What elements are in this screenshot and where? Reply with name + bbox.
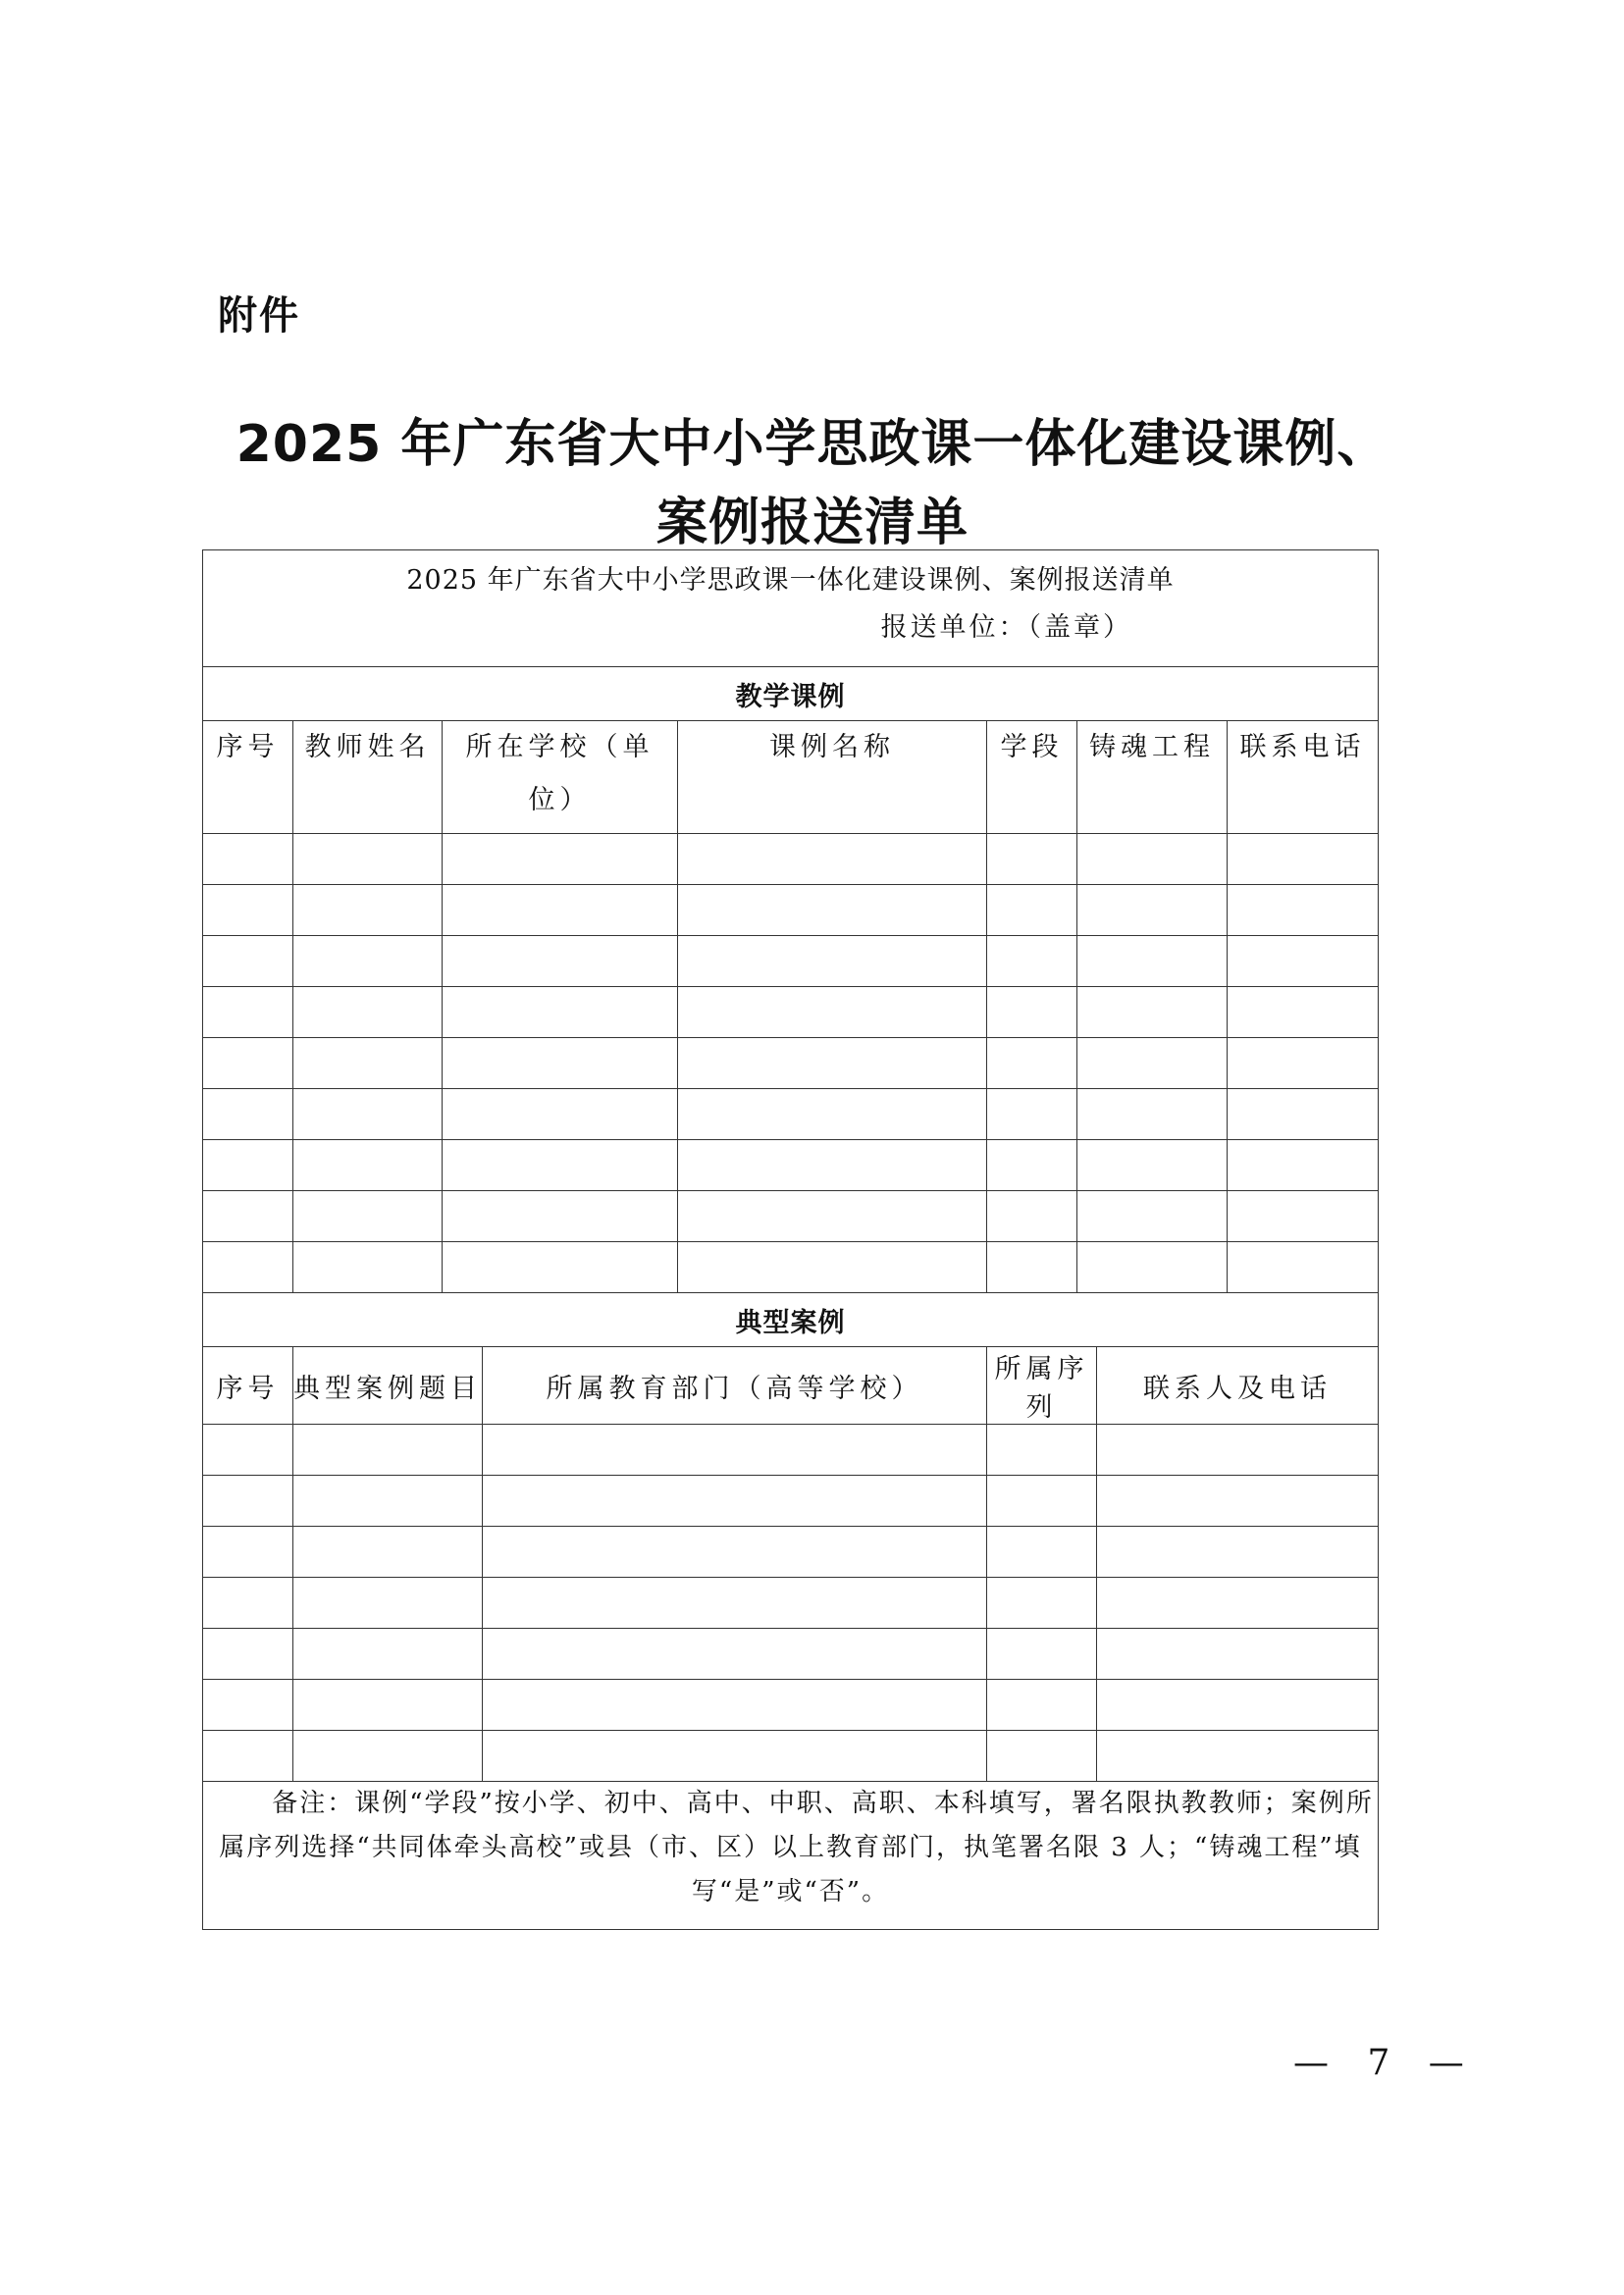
table-row [203,1476,1379,1527]
table-row [203,1425,1379,1476]
table-row [203,1578,1379,1629]
case-input-cell[interactable] [203,1578,293,1629]
table-row [203,885,1379,936]
case-input-cell[interactable] [203,1680,293,1731]
lesson-input-cell[interactable] [443,936,678,987]
table-row [203,1038,1379,1089]
lesson-input-cell[interactable] [1077,1191,1228,1242]
lesson-input-cell[interactable] [443,834,678,885]
case-input-cell[interactable] [987,1425,1097,1476]
form-note [203,1782,1379,1930]
lesson-input-cell[interactable] [293,834,443,885]
lesson-input-cell[interactable] [678,834,987,885]
cases-section-title: 典型案例 [203,1293,1379,1347]
lesson-input-cell[interactable] [203,1038,293,1089]
case-input-cell[interactable] [293,1731,483,1782]
lesson-input-cell[interactable] [443,987,678,1038]
lesson-input-cell[interactable] [678,885,987,936]
case-input-cell[interactable] [293,1476,483,1527]
table-row [203,1527,1379,1578]
case-input-cell[interactable] [483,1476,987,1527]
case-input-cell[interactable] [293,1527,483,1578]
lessons-section-title: 教学课例 [203,667,1379,721]
lesson-input-cell[interactable] [293,885,443,936]
lesson-input-cell[interactable] [987,936,1077,987]
lesson-input-cell[interactable] [203,987,293,1038]
table-row [203,834,1379,885]
lesson-input-cell[interactable] [293,1242,443,1293]
lesson-input-cell[interactable] [678,936,987,987]
lesson-input-cell[interactable] [203,1242,293,1293]
lesson-input-cell[interactable] [1228,885,1379,936]
lesson-input-cell[interactable] [443,885,678,936]
lesson-input-cell[interactable] [293,936,443,987]
case-input-cell[interactable] [203,1425,293,1476]
lessons-header-cell: 序号 [203,721,293,834]
case-input-cell[interactable] [987,1731,1097,1782]
case-input-cell[interactable] [293,1629,483,1680]
lesson-input-cell[interactable] [678,1242,987,1293]
case-input-cell[interactable] [203,1731,293,1782]
lessons-header-cell: 课例名称 [678,721,987,834]
lesson-input-cell[interactable] [987,885,1077,936]
lesson-input-cell[interactable] [987,1242,1077,1293]
lessons-blank-rows [203,834,1379,1293]
lesson-input-cell[interactable] [443,1242,678,1293]
lesson-input-cell[interactable] [443,1038,678,1089]
form-banner-title: 2025 年广东省大中小学思政课一体化建设课例、案例报送清单 [406,565,1175,596]
lesson-input-cell[interactable] [678,987,987,1038]
lesson-input-cell[interactable] [1077,1089,1228,1140]
lesson-input-cell[interactable] [987,1140,1077,1191]
table-row [203,1242,1379,1293]
lesson-input-cell[interactable] [1228,1242,1379,1293]
page-number: — 7 — [1293,2043,1478,2083]
lesson-input-cell[interactable] [443,1191,678,1242]
form-note-text: 备注：课例“学段”按小学、初中、高中、中职、高职、本科填写，署名限执教教师；案例所属序列选择“共同体牵头高校”或县（市、区）以上教育部门，执笔署名限 3 人；“铸魂工程”填写“是”或“否”。 [219,1789,1374,1906]
lesson-input-cell[interactable] [987,834,1077,885]
table-row [203,1680,1379,1731]
lesson-input-cell[interactable] [1077,936,1228,987]
lesson-input-cell[interactable] [293,1089,443,1140]
lesson-input-cell[interactable] [1228,834,1379,885]
case-input-cell[interactable] [293,1425,483,1476]
lesson-input-cell[interactable] [1077,1140,1228,1191]
lesson-input-cell[interactable] [443,1140,678,1191]
case-input-cell[interactable] [483,1527,987,1578]
lesson-input-cell[interactable] [1228,936,1379,987]
table-row [203,1629,1379,1680]
lesson-input-cell[interactable] [203,834,293,885]
case-input-cell[interactable] [293,1578,483,1629]
lesson-input-cell[interactable] [1077,885,1228,936]
lessons-header-cell: 铸魂工程 [1077,721,1228,834]
case-input-cell[interactable] [1097,1731,1379,1782]
document-title-line-1: 2025 年广东省大中小学思政课一体化建设课例、 [236,415,1389,474]
cases-blank-rows [203,1425,1379,1782]
cases-header-cell: 所属序列 [987,1347,1097,1425]
lesson-input-cell[interactable] [1228,1089,1379,1140]
lesson-input-cell[interactable] [678,1038,987,1089]
case-input-cell[interactable] [483,1680,987,1731]
lesson-input-cell[interactable] [203,936,293,987]
case-input-cell[interactable] [1097,1629,1379,1680]
lesson-input-cell[interactable] [987,1191,1077,1242]
case-input-cell[interactable] [987,1578,1097,1629]
lesson-input-cell[interactable] [203,885,293,936]
lesson-input-cell[interactable] [678,1191,987,1242]
lesson-input-cell[interactable] [1077,1038,1228,1089]
lesson-input-cell[interactable] [1077,987,1228,1038]
document-title-line-2: 案例报送清单 [655,494,969,552]
lessons-header-cell: 联系电话 [1228,721,1379,834]
lesson-input-cell[interactable] [443,1089,678,1140]
lesson-input-cell[interactable] [203,1089,293,1140]
cases-header-cell: 联系人及电话 [1097,1347,1379,1425]
lesson-input-cell[interactable] [987,1089,1077,1140]
submission-form-table [202,549,1379,1930]
lesson-input-cell[interactable] [203,1191,293,1242]
case-input-cell[interactable] [483,1731,987,1782]
lesson-input-cell[interactable] [293,1191,443,1242]
case-input-cell[interactable] [483,1425,987,1476]
case-input-cell[interactable] [293,1680,483,1731]
case-input-cell[interactable] [203,1527,293,1578]
lesson-input-cell[interactable] [203,1140,293,1191]
lesson-input-cell[interactable] [293,1140,443,1191]
case-input-cell[interactable] [483,1629,987,1680]
case-input-cell[interactable] [1097,1680,1379,1731]
table-row [203,987,1379,1038]
case-input-cell[interactable] [203,1476,293,1527]
case-input-cell[interactable] [1097,1476,1379,1527]
table-row [203,1140,1379,1191]
table-row [203,1731,1379,1782]
case-input-cell[interactable] [987,1527,1097,1578]
submit-unit-label: 报送单位：（盖章） [880,612,1133,643]
case-input-cell[interactable] [1097,1425,1379,1476]
cases-header-cell: 所属教育部门（高等学校） [483,1347,987,1425]
lesson-input-cell[interactable] [1077,1242,1228,1293]
case-input-cell[interactable] [987,1629,1097,1680]
lesson-input-cell[interactable] [1228,1038,1379,1089]
lessons-header-cell: 所在学校（单位） [443,721,678,834]
case-input-cell[interactable] [987,1680,1097,1731]
table-row [203,936,1379,987]
lesson-input-cell[interactable] [293,987,443,1038]
lesson-input-cell[interactable] [987,987,1077,1038]
case-input-cell[interactable] [203,1629,293,1680]
lessons-header-cell: 学段 [987,721,1077,834]
lesson-input-cell[interactable] [987,1038,1077,1089]
lesson-input-cell[interactable] [1228,1191,1379,1242]
lesson-input-cell[interactable] [1228,987,1379,1038]
case-input-cell[interactable] [1097,1578,1379,1629]
cases-header-cell: 典型案例题目 [293,1347,483,1425]
lessons-header-cell: 教师姓名 [293,721,443,834]
lesson-input-cell[interactable] [293,1038,443,1089]
case-input-cell[interactable] [483,1578,987,1629]
lesson-input-cell[interactable] [1077,834,1228,885]
case-input-cell[interactable] [1097,1527,1379,1578]
lesson-input-cell[interactable] [1228,1140,1379,1191]
cases-header-cell: 序号 [203,1347,293,1425]
lesson-input-cell[interactable] [678,1089,987,1140]
form-banner [203,550,1379,667]
table-row [203,1191,1379,1242]
table-row [203,1089,1379,1140]
attachment-label: 附件 [218,293,300,339]
case-input-cell[interactable] [987,1476,1097,1527]
lesson-input-cell[interactable] [678,1140,987,1191]
